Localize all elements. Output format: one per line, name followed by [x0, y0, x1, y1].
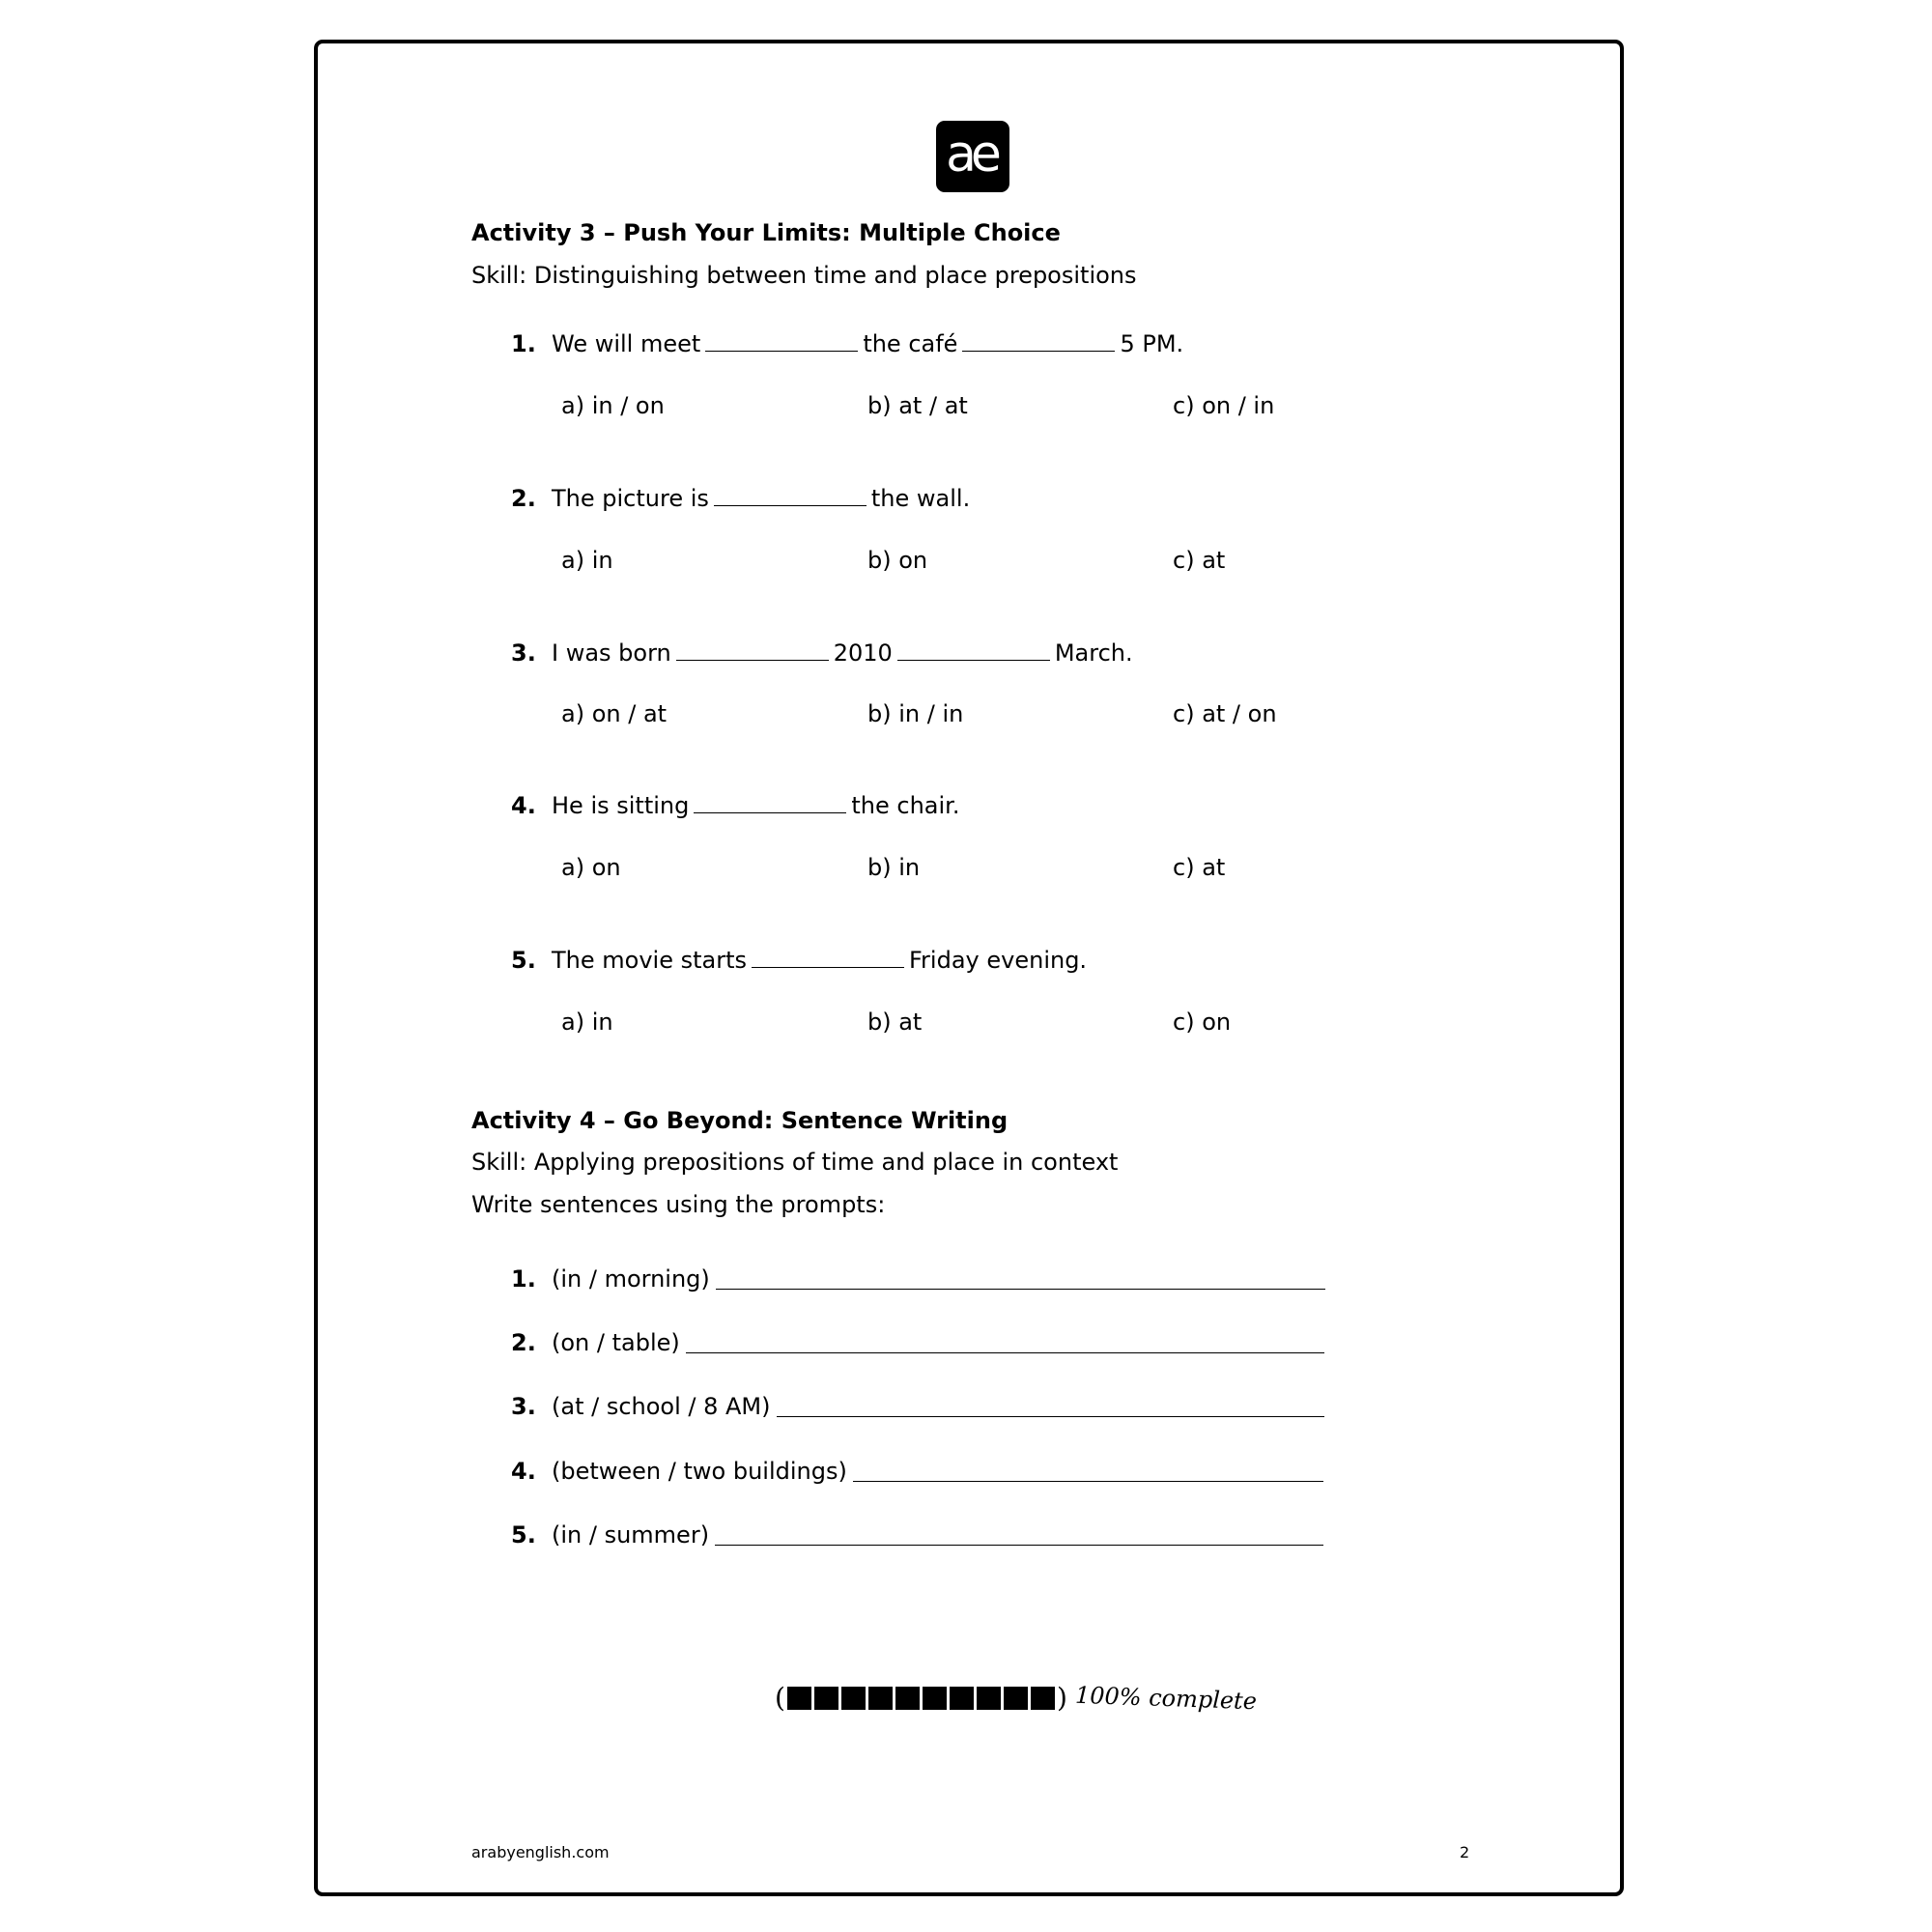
answer-blank[interactable] — [962, 329, 1115, 352]
question-number: 3. — [511, 639, 536, 667]
writing-prompt-5 — [511, 1519, 1323, 1549]
progress-segment — [868, 1687, 893, 1710]
answer-blank[interactable] — [705, 329, 858, 352]
progress-segment — [895, 1687, 920, 1710]
question-number: 4. — [511, 792, 536, 819]
answer-blank[interactable] — [694, 791, 846, 813]
prompt-number: 5. — [511, 1521, 536, 1548]
option-3b[interactable]: b) in / in — [867, 700, 964, 727]
answer-blank[interactable] — [897, 639, 1050, 661]
activity-3-title: Activity 3 – Push Your Limits: Multiple Choice — [471, 219, 1061, 246]
activity-4-skill: Skill: Applying prepositions of time and place in context — [471, 1149, 1119, 1176]
answer-line[interactable] — [715, 1545, 1323, 1546]
question-1 — [511, 329, 1183, 358]
progress-segment — [814, 1687, 838, 1710]
page-number: 2 — [1460, 1843, 1470, 1861]
progress-segment — [1031, 1687, 1055, 1710]
progress-close-bracket: ) — [1056, 1682, 1067, 1714]
question-text: We will meet — [552, 330, 701, 357]
answer-line[interactable] — [853, 1481, 1323, 1482]
option-2a[interactable]: a) in — [561, 547, 613, 574]
prompt-text: (at / school / 8 AM) — [552, 1393, 771, 1420]
worksheet-page — [314, 40, 1624, 1896]
writing-prompt-4 — [511, 1455, 1323, 1486]
progress-label: 100% complete — [1074, 1681, 1258, 1716]
question-text: Friday evening. — [909, 947, 1088, 974]
progress-segment — [923, 1687, 947, 1710]
option-4b[interactable]: b) in — [867, 854, 921, 881]
option-5c[interactable]: c) on — [1173, 1009, 1232, 1036]
writing-prompt-1 — [511, 1263, 1325, 1293]
question-4 — [511, 791, 959, 820]
writing-prompt-2 — [511, 1326, 1324, 1357]
progress-segment — [950, 1687, 974, 1710]
answer-blank[interactable] — [714, 484, 867, 506]
ae-logo: ae — [936, 121, 1009, 192]
option-4c[interactable]: c) at — [1173, 854, 1226, 881]
prompt-number: 4. — [511, 1458, 536, 1485]
progress-segment — [1004, 1687, 1028, 1710]
option-5a[interactable]: a) in — [561, 1009, 613, 1036]
answer-line[interactable] — [716, 1289, 1325, 1290]
progress-open-bracket: ( — [775, 1682, 785, 1714]
writing-prompt-3 — [511, 1390, 1324, 1421]
question-number: 5. — [511, 947, 536, 974]
answer-line[interactable] — [686, 1352, 1324, 1353]
activity-3-skill: Skill: Distinguishing between time and place prepositions — [471, 262, 1137, 289]
option-4a[interactable]: a) on — [561, 854, 621, 881]
question-text: 5 PM. — [1120, 330, 1184, 357]
progress-segment — [787, 1687, 811, 1710]
prompt-text: (in / summer) — [552, 1521, 710, 1548]
prompt-text: (between / two buildings) — [552, 1458, 847, 1485]
question-number: 1. — [511, 330, 536, 357]
activity-4-instruction: Write sentences using the prompts: — [471, 1191, 886, 1218]
option-2b[interactable]: b) on — [867, 547, 928, 574]
progress-segment — [841, 1687, 866, 1710]
question-text: the chair. — [851, 792, 960, 819]
progress-indicator — [775, 1682, 1257, 1715]
question-text: the wall. — [870, 485, 971, 512]
question-text: March. — [1054, 639, 1133, 667]
answer-line[interactable] — [777, 1416, 1325, 1417]
option-3a[interactable]: a) on / at — [561, 700, 668, 727]
question-number: 2. — [511, 485, 536, 512]
question-text: I was born — [552, 639, 671, 667]
question-text: He is sitting — [552, 792, 690, 819]
prompt-number: 3. — [511, 1393, 536, 1420]
question-2 — [511, 484, 970, 513]
answer-blank[interactable] — [676, 639, 829, 661]
question-text: The picture is — [552, 485, 709, 512]
option-1a[interactable]: a) in / on — [561, 392, 665, 419]
question-text: The movie starts — [552, 947, 747, 974]
option-2c[interactable]: c) at — [1173, 547, 1226, 574]
prompt-number: 2. — [511, 1329, 536, 1356]
question-text: the café — [863, 330, 958, 357]
prompt-text: (on / table) — [552, 1329, 680, 1356]
prompt-number: 1. — [511, 1265, 536, 1293]
progress-bar — [787, 1687, 1055, 1710]
question-5 — [511, 946, 1087, 975]
prompt-text: (in / morning) — [552, 1265, 710, 1293]
option-1c[interactable]: c) on / in — [1173, 392, 1275, 419]
activity-4-title: Activity 4 – Go Beyond: Sentence Writing — [471, 1107, 1009, 1134]
option-3c[interactable]: c) at / on — [1173, 700, 1277, 727]
answer-blank[interactable] — [752, 946, 904, 968]
option-1b[interactable]: b) at / at — [867, 392, 968, 419]
progress-segment — [977, 1687, 1001, 1710]
question-text: 2010 — [833, 639, 893, 667]
question-3 — [511, 639, 1133, 668]
footer-site: arabyenglish.com — [471, 1843, 610, 1861]
option-5b[interactable]: b) at — [867, 1009, 923, 1036]
